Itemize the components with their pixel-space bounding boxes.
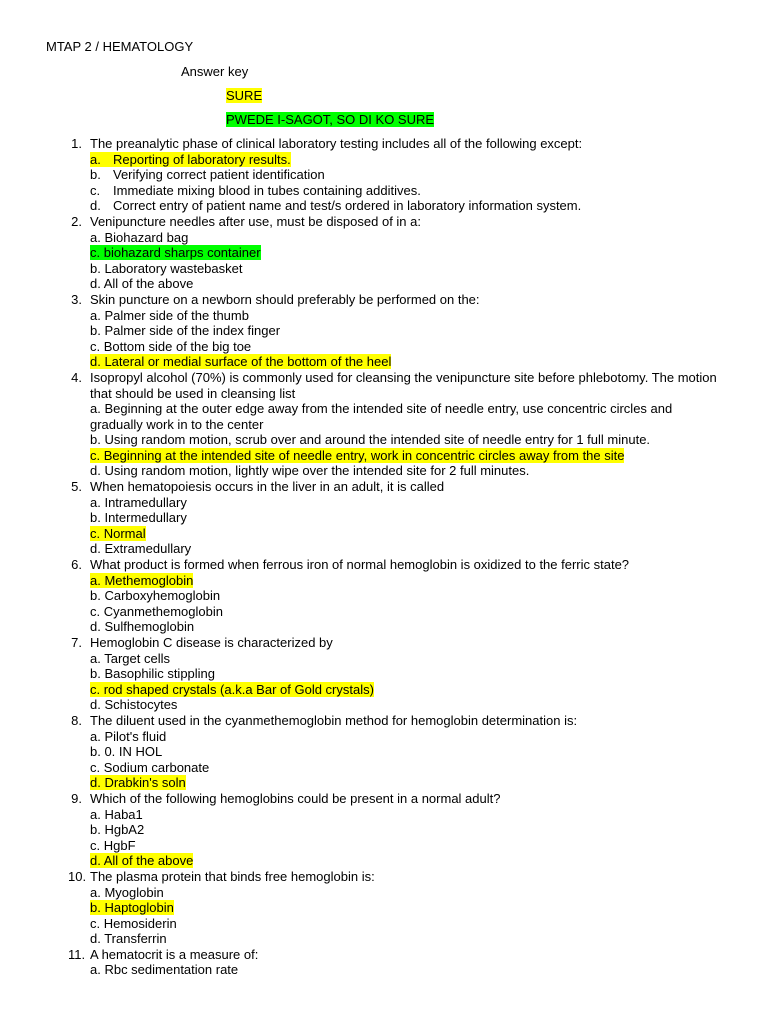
answer-option	[90, 573, 718, 589]
answer-option-letter: d.	[90, 198, 101, 214]
answer-option	[90, 183, 718, 199]
option-list	[0, 807, 768, 869]
option-list	[0, 495, 768, 557]
answer-option-text: a. Haba1	[90, 806, 143, 822]
question-number: 10.	[68, 868, 87, 884]
answer-option	[90, 167, 718, 183]
option-list	[0, 152, 768, 214]
answer-option	[90, 619, 718, 635]
answer-option-highlight	[90, 183, 421, 198]
answer-option	[90, 666, 718, 682]
answer-option	[90, 261, 718, 277]
answer-option	[90, 822, 718, 838]
answer-option-text: b. Laboratory wastebasket	[90, 260, 243, 276]
answer-option	[90, 245, 718, 261]
answer-option	[90, 682, 718, 698]
question-text: The preanalytic phase of clinical laboratory testing includes all of the following except:	[90, 136, 583, 151]
answer-option-text: c. biohazard sharps container	[90, 245, 261, 261]
legend-maybe	[226, 112, 434, 127]
question-text: Hemoglobin C disease is characterized by	[90, 635, 333, 650]
answer-option-text: a. Biohazard bag	[90, 229, 189, 245]
answer-option	[90, 775, 718, 791]
answer-option	[90, 323, 718, 339]
question-item	[0, 370, 768, 479]
answer-option-text: c. HgbF	[90, 837, 136, 853]
answer-option-text: b. Basophilic stippling	[90, 666, 216, 682]
question-item	[0, 214, 768, 292]
answer-option-text: c. Normal	[90, 525, 146, 541]
answer-option	[90, 588, 718, 604]
answer-option-letter: c.	[90, 182, 101, 198]
legend-sure-label: SURE	[226, 88, 263, 103]
option-list	[0, 729, 768, 791]
answer-option	[90, 448, 718, 464]
answer-option-text: c. Hemosiderin	[90, 915, 177, 931]
question-item	[0, 557, 768, 635]
answer-option	[90, 604, 718, 620]
option-list	[0, 230, 768, 292]
answer-option-letter: a.	[90, 151, 101, 167]
question-text: Isopropyl alcohol (70%) is commonly used for cleansing the venipuncture site before phlebotomy. The motion that should be used in cleansing list	[90, 369, 717, 401]
answer-option	[90, 510, 718, 526]
option-list	[0, 651, 768, 713]
question-number: 8.	[71, 712, 82, 728]
answer-option-text: b. HgbA2	[90, 822, 145, 838]
question-text: Skin puncture on a newborn should preferably be performed on the:	[90, 291, 480, 307]
answer-option-text: a. Pilot's fluid	[90, 728, 167, 744]
question-text: The plasma protein that binds free hemoglobin is:	[90, 868, 375, 884]
legend-sure	[226, 88, 262, 103]
option-list	[0, 401, 768, 479]
answer-option-text: b. Using random motion, scrub over and around the intended site of needle entry for 1 full minute.	[90, 432, 651, 448]
question-number: 6.	[71, 557, 82, 573]
option-list	[0, 573, 768, 635]
answer-option-text: Reporting of laboratory results.	[113, 151, 291, 167]
answer-option-text: a. Target cells	[90, 650, 170, 666]
answer-option	[90, 432, 718, 448]
answer-option-text: Immediate mixing blood in tubes containing additives.	[113, 182, 421, 198]
question-text: Venipuncture needles after use, must be disposed of in a:	[90, 213, 421, 229]
answer-option	[90, 651, 718, 667]
answer-option-text: c. Cyanmethemoglobin	[90, 603, 223, 619]
answer-option	[90, 916, 718, 932]
answer-option-text: b. Carboxyhemoglobin	[90, 588, 221, 604]
answer-option-text: a. Myoglobin	[90, 884, 164, 900]
answer-option-text: Verifying correct patient identification	[113, 167, 325, 183]
answer-option	[90, 729, 718, 745]
answer-option	[90, 230, 718, 246]
question-item	[0, 791, 768, 869]
answer-option-text: a. Intramedullary	[90, 494, 187, 510]
answer-option-text: a. Rbc sedimentation rate	[90, 962, 239, 978]
question-item	[0, 292, 768, 370]
answer-option	[90, 900, 718, 916]
question-item	[0, 479, 768, 557]
answer-option	[90, 962, 718, 978]
answer-option	[90, 760, 718, 776]
document-title: MTAP 2 / HEMATOLOGY	[46, 39, 194, 54]
question-number: 9.	[71, 790, 82, 806]
legend-maybe-label: PWEDE I-SAGOT, SO DI KO SURE	[226, 112, 435, 127]
answer-option-text: a. Palmer side of the thumb	[90, 307, 249, 323]
answer-option-text: d. Drabkin's soln	[90, 775, 186, 791]
question-number: 4.	[71, 369, 82, 385]
question-item	[0, 635, 768, 713]
question-number: 5.	[71, 479, 82, 495]
answer-option	[90, 541, 718, 557]
question-text: A hematocrit is a measure of:	[90, 946, 259, 962]
answer-option	[90, 308, 718, 324]
question-list	[0, 136, 768, 978]
answer-option	[90, 526, 718, 542]
question-number: 11.	[68, 946, 86, 962]
answer-option-text: d. Schistocytes	[90, 697, 178, 713]
answer-option-highlight	[90, 152, 291, 167]
answer-option-text: d. Lateral or medial surface of the bottom of the heel	[90, 354, 392, 370]
question-number: 3.	[71, 291, 82, 307]
answer-option	[90, 838, 718, 854]
question-item	[0, 713, 768, 791]
answer-option	[90, 931, 718, 947]
answer-option	[90, 276, 718, 292]
answer-option	[90, 339, 718, 355]
answer-option-highlight	[90, 167, 325, 182]
option-list	[0, 962, 768, 978]
answer-option-text: a. Methemoglobin	[90, 572, 194, 588]
question-item	[0, 947, 768, 978]
question-item	[0, 869, 768, 947]
answer-option-text: c. Sodium carbonate	[90, 759, 210, 775]
answer-option	[90, 463, 718, 479]
question-text: Which of the following hemoglobins could be present in a normal adult?	[90, 790, 501, 806]
question-text: When hematopoiesis occurs in the liver in an adult, it is called	[90, 479, 445, 495]
answer-option-text: d. Sulfhemoglobin	[90, 619, 195, 635]
answer-option	[90, 807, 718, 823]
answer-option	[90, 853, 718, 869]
answer-option-highlight	[90, 198, 581, 213]
answer-option-text: b. Haptoglobin	[90, 900, 174, 916]
answer-option	[90, 697, 718, 713]
question-item	[0, 136, 768, 214]
answer-option-text: d. All of the above	[90, 853, 194, 869]
answer-option	[90, 401, 718, 432]
answer-option-text: d. Using random motion, lightly wipe over the intended site for 2 full minutes.	[90, 463, 530, 479]
question-text: The diluent used in the cyanmethemoglobin method for hemoglobin determination is:	[90, 712, 578, 728]
answer-option-text: d. Transferrin	[90, 931, 167, 947]
answer-option-text: c. Bottom side of the big toe	[90, 338, 252, 354]
answer-option-text: b. 0. IN HOL	[90, 744, 163, 760]
answer-option-text: c. rod shaped crystals (a.k.a Bar of Gold crystals)	[90, 681, 374, 697]
answer-option	[90, 495, 718, 511]
answer-option	[90, 198, 718, 214]
answer-option-text: Correct entry of patient name and test/s ordered in laboratory information system.	[113, 198, 582, 214]
answer-option	[90, 152, 718, 168]
question-number: 2.	[71, 213, 82, 229]
question-number: 7.	[71, 635, 82, 650]
answer-option	[90, 885, 718, 901]
answer-option-text: d. Extramedullary	[90, 541, 192, 557]
option-list	[0, 308, 768, 370]
question-number: 1.	[71, 136, 82, 151]
answer-option-text: d. All of the above	[90, 276, 194, 292]
question-text: What product is formed when ferrous iron of normal hemoglobin is oxidized to the ferric state?	[90, 557, 630, 573]
answer-option	[90, 354, 718, 370]
answer-option-letter: b.	[90, 167, 101, 183]
answer-option-text: b. Intermedullary	[90, 510, 187, 526]
answer-option-text: c. Beginning at the intended site of needle entry, work in concentric circles away from the site	[90, 447, 625, 463]
answer-option-text: a. Beginning at the outer edge away from the intended site of needle entry, use concentric circles and gradually work in to the center	[90, 401, 673, 432]
answer-option-text: b. Palmer side of the index finger	[90, 323, 281, 339]
answer-key-title: Answer key	[181, 64, 249, 79]
answer-option	[90, 744, 718, 760]
option-list	[0, 885, 768, 947]
